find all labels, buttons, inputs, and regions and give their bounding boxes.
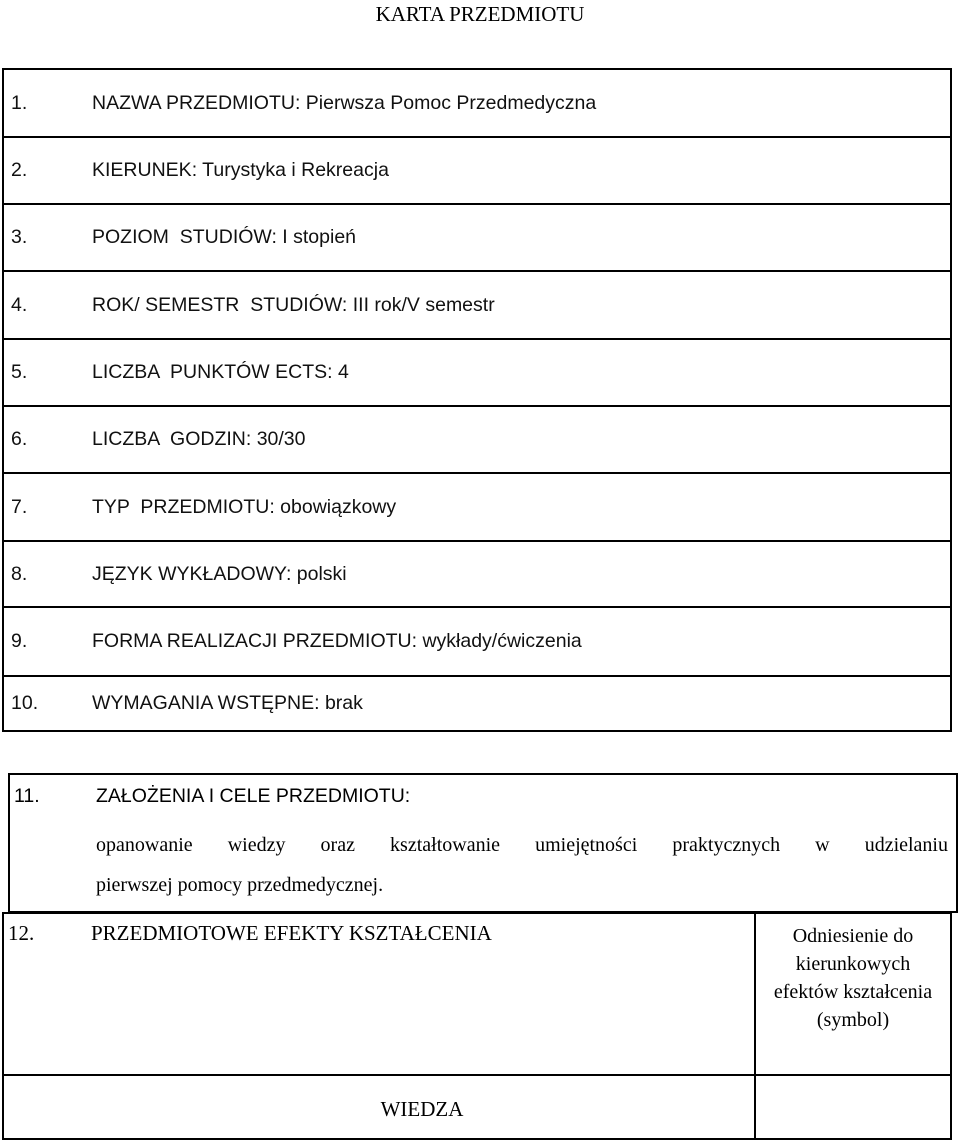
row-number: 3.: [11, 226, 28, 248]
info-row-level: [4, 205, 950, 272]
row-text: NAZWA PRZEDMIOTU: Pierwsza Pomoc Przedmedyczna: [92, 91, 597, 114]
info-row-language: [4, 542, 950, 608]
section-number: 11.: [14, 785, 40, 807]
reference-header-line: efektów kształcenia: [773, 981, 933, 1003]
row-number: 5.: [11, 361, 28, 383]
info-row-hours: [4, 407, 950, 474]
row-number: 4.: [11, 293, 28, 316]
outcomes-knowledge-row: [4, 1076, 950, 1138]
info-row-ects: [4, 340, 950, 407]
knowledge-category-label: WIEDZA: [380, 1096, 464, 1121]
row-text: KIERUNEK: Turystyka i Rekreacja: [92, 159, 389, 181]
info-row-type: [4, 474, 950, 542]
reference-header-line: (symbol): [816, 1009, 890, 1031]
info-row-prerequisites: [4, 677, 950, 730]
row-text: LICZBA PUNKTÓW ECTS: 4: [92, 361, 349, 383]
reference-column-header: [756, 922, 950, 1034]
row-number: 8.: [11, 562, 28, 585]
course-info-table: [2, 68, 952, 732]
section-heading: ZAŁOŻENIA I CELE PRZEDMIOTU:: [96, 785, 411, 807]
row-number: 9.: [11, 630, 28, 652]
reference-header-line: Odniesienie do: [792, 925, 914, 947]
row-text: LICZBA GODZIN: 30/30: [92, 428, 306, 450]
goals-description-line: pierwszej pomocy przedmedycznej.: [96, 874, 384, 896]
row-text: JĘZYK WYKŁADOWY: polski: [92, 562, 347, 585]
info-row-course-name: [4, 70, 950, 138]
row-text: ROK/ SEMESTR STUDIÓW: III rok/V semestr: [92, 293, 495, 316]
learning-outcomes-table: [2, 912, 952, 1140]
row-number: 6.: [11, 428, 28, 450]
course-goals-section: [8, 773, 958, 913]
goals-description-line: opanowanie wiedzy oraz kształtowanie umiejętności praktycznych w udzielaniu: [96, 834, 948, 856]
info-row-year-semester: [4, 272, 950, 340]
row-number: 1.: [11, 91, 28, 114]
row-text: WYMAGANIA WSTĘPNE: brak: [92, 692, 363, 714]
info-row-field: [4, 138, 950, 205]
row-number: 7.: [11, 495, 28, 518]
row-text: FORMA REALIZACJI PRZEDMIOTU: wykłady/ćwiczenia: [92, 630, 582, 652]
reference-header-line: kierunkowych: [795, 953, 911, 975]
row-text: POZIOM STUDIÓW: I stopień: [92, 226, 357, 248]
section-heading: PRZEDMIOTOWE EFEKTY KSZTAŁCENIA: [91, 921, 492, 945]
row-number: 10.: [11, 692, 39, 714]
document-title: KARTA PRZEDMIOTU: [375, 2, 585, 26]
outcomes-header-row: [4, 914, 950, 1076]
info-row-form: [4, 608, 950, 677]
section-number: 12.: [8, 921, 35, 945]
goals-description: [96, 825, 948, 905]
row-number: 2.: [11, 159, 28, 181]
row-text: TYP PRZEDMIOTU: obowiązkowy: [92, 495, 397, 518]
